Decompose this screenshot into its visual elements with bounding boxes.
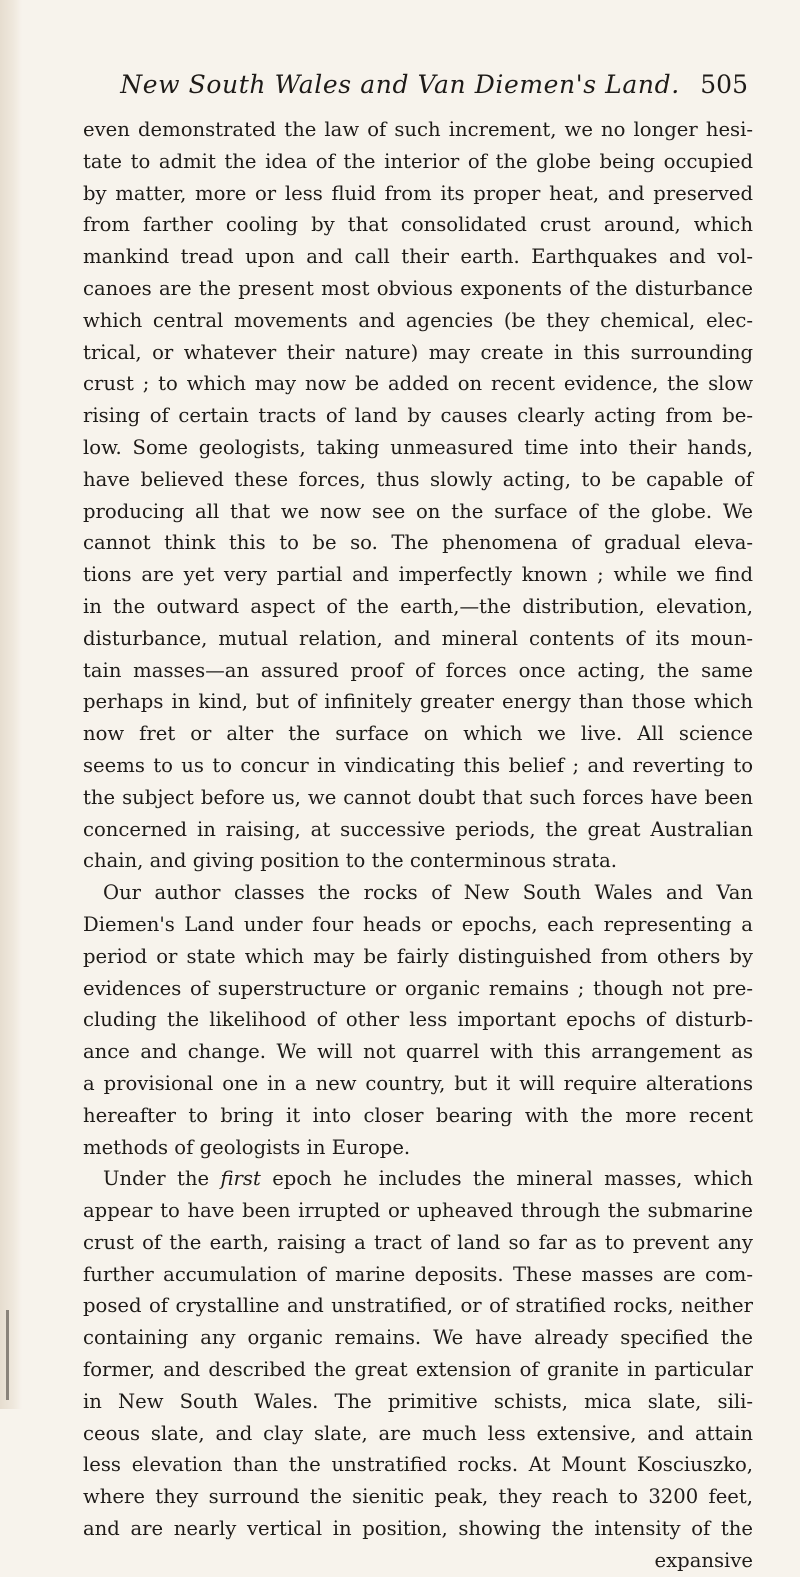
catchword: expansive bbox=[654, 1548, 753, 1572]
page-gutter bbox=[0, 0, 22, 1409]
page-margin-mark bbox=[6, 1310, 9, 1400]
text-line bbox=[83, 1163, 753, 1195]
text-line: containing any organic remains. We have already specified the bbox=[83, 1326, 753, 1350]
text-line: trical, or whatever their nature) may create in this surrounding bbox=[83, 340, 753, 364]
italic-emphasis: first bbox=[220, 1167, 261, 1191]
text-line: which central movements and agencies (be they chemical, elec- bbox=[83, 308, 753, 332]
text-line: rising of certain tracts of land by causes clearly acting from be- bbox=[83, 404, 753, 428]
text-line: in New South Wales. The primitive schists, mica slate, sili- bbox=[83, 1389, 753, 1413]
text-line: in the outward aspect of the earth,—the distribution, elevation, bbox=[83, 594, 753, 618]
text-line: evidences of superstructure or organic remains ; though not pre- bbox=[83, 976, 753, 1000]
body-text bbox=[83, 114, 753, 1577]
text-segment: epoch he includes the mineral masses, which bbox=[260, 1167, 753, 1191]
text-line: period or state which may be fairly distinguished from others by bbox=[83, 944, 753, 968]
text-line: chain, and giving position to the conterminous strata. bbox=[83, 849, 618, 873]
text-line: tions are yet very partial and imperfectly known ; while we find bbox=[83, 563, 753, 587]
text-line: Our author classes the rocks of New South Wales and Van bbox=[103, 881, 753, 905]
text-line: even demonstrated the law of such increment, we no longer hesi- bbox=[83, 118, 753, 141]
text-line: less elevation than the unstratified rocks. At Mount Kosciuszko, bbox=[83, 1453, 753, 1477]
text-line: perhaps in kind, but of infinitely greater energy than those which bbox=[83, 690, 753, 714]
text-line: hereafter to bring it into closer bearing with the more recent bbox=[83, 1103, 753, 1127]
text-line: producing all that we now see on the surface of the globe. We bbox=[83, 499, 753, 523]
text-line: concerned in raising, at successive periods, the great Australian bbox=[83, 817, 753, 841]
text-line: tate to admit the idea of the interior of the globe being occupied bbox=[83, 149, 753, 173]
running-head: New South Wales and Van Diemen's Land. bbox=[120, 70, 680, 99]
text-line: cluding the likelihood of other less important epochs of disturb- bbox=[83, 1008, 753, 1032]
text-line: ceous slate, and clay slate, are much less extensive, and attain bbox=[83, 1421, 753, 1445]
text-line: low. Some geologists, taking unmeasured time into their hands, bbox=[83, 435, 753, 459]
text-line: mankind tread upon and call their earth. Earthquakes and vol- bbox=[83, 245, 753, 269]
page-number: 505 bbox=[700, 70, 748, 99]
text-line: tain masses—an assured proof of forces once acting, the same bbox=[83, 658, 753, 682]
text-line: now fret or alter the surface on which we live. All science bbox=[83, 722, 753, 746]
text-line: ance and change. We will not quarrel with this arrangement as bbox=[83, 1040, 753, 1064]
text-line: have believed these forces, thus slowly acting, to be capable of bbox=[83, 467, 753, 491]
text-line: further accumulation of marine deposits. These masses are com- bbox=[83, 1262, 753, 1286]
text-line: from farther cooling by that consolidated crust around, which bbox=[83, 213, 753, 237]
text-line: where they surround the sienitic peak, they reach to 3200 feet, bbox=[83, 1485, 753, 1509]
text-line: and are nearly vertical in position, showing the intensity of the bbox=[83, 1517, 753, 1541]
text-line: seems to us to concur in vindicating this belief ; and reverting to bbox=[83, 753, 753, 777]
text-line: methods of geologists in Europe. bbox=[83, 1135, 411, 1159]
text-line: former, and described the great extension of granite in particular bbox=[83, 1358, 753, 1382]
text-line: disturbance, mutual relation, and mineral contents of its moun- bbox=[83, 626, 753, 650]
page-header bbox=[0, 68, 800, 104]
text-line: Diemen's Land under four heads or epochs, each representing a bbox=[83, 912, 753, 936]
text-line: a provisional one in a new country, but it will require alterations bbox=[83, 1071, 753, 1095]
text-line: crust ; to which may now be added on recent evidence, the slow bbox=[83, 372, 753, 396]
text-line: crust of the earth, raising a tract of land so far as to prevent any bbox=[83, 1230, 753, 1254]
text-line: cannot think this to be so. The phenomena of gradual eleva- bbox=[83, 531, 753, 555]
text-line: posed of crystalline and unstratified, or of stratified rocks, neither bbox=[83, 1294, 753, 1318]
text-segment: Under the bbox=[103, 1167, 221, 1191]
text-line: appear to have been irrupted or upheaved through the submarine bbox=[83, 1199, 753, 1223]
text-line: the subject before us, we cannot doubt that such forces have been bbox=[83, 785, 753, 809]
text-line: by matter, more or less fluid from its proper heat, and preserved bbox=[83, 181, 753, 205]
text-line: canoes are the present most obvious exponents of the disturbance bbox=[83, 276, 753, 300]
